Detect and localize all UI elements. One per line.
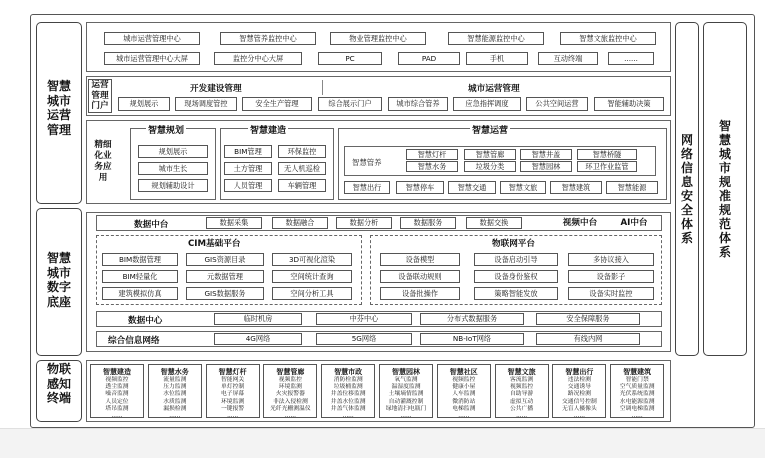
sensor-item: 温湿度监测 <box>391 384 421 391</box>
dcenter-item-2: 分布式数据服务 <box>420 313 524 325</box>
operation-bottom-0: 智慧出行 <box>344 181 390 194</box>
sensor-item: 透尘监测 <box>105 384 129 391</box>
planning-item-1: 城市生长 <box>138 162 208 175</box>
sensor-item: 智能门禁 <box>625 377 649 383</box>
construction-item-4: 人员管理 <box>224 179 272 192</box>
iot-cell-7: 策略智能发放 <box>474 287 558 300</box>
sensor-item: 非法入侵检测 <box>272 398 308 405</box>
cim-cell-3: BIM轻量化 <box>102 270 178 283</box>
network-item-1: 5G网络 <box>316 333 412 345</box>
construction-item-2: 土方管理 <box>224 162 272 175</box>
iot-platform-title: 物联网平台 <box>492 239 535 249</box>
sensor-item: ...... <box>342 413 354 418</box>
top-terminal-6: ...... <box>608 52 654 65</box>
video-platform: 视频中台 <box>556 217 604 229</box>
operation-bottom-5: 智慧能源 <box>606 181 658 194</box>
dcenter-title: 数据中心 <box>128 316 163 326</box>
top-center-0: 城市运营管理中心 <box>104 32 200 45</box>
sensor-item: 井盖位移监测 <box>330 391 366 398</box>
sensor-group-2 <box>206 364 260 418</box>
sensor-item: 环境监测 <box>278 384 302 391</box>
cim-cell-5: 空间统计查询 <box>272 270 352 283</box>
iot-cell-5: 设备影子 <box>568 270 654 283</box>
portal-item-7: 智能辅助决策 <box>594 97 664 111</box>
sensor-group-4 <box>321 364 375 418</box>
sensor-item: ...... <box>400 413 412 418</box>
sensor-item: 电子屏幕 <box>220 391 245 398</box>
refined-label: 精细化业务应用 <box>94 140 112 183</box>
sensor-item: 交通诱导 <box>567 384 591 391</box>
sensor-item: 微消防站 <box>452 398 476 405</box>
operation-bottom-3: 智慧文旅 <box>500 181 546 194</box>
network-item-0: 4G网络 <box>214 333 302 345</box>
sensor-item: 人车监测 <box>452 391 476 398</box>
sensor-group-7 <box>495 364 549 418</box>
portal-item-0: 规划展示 <box>118 97 170 111</box>
top-terminal-5: 互动终端 <box>538 52 598 65</box>
cim-cell-4: 元数据管理 <box>186 270 264 283</box>
sensor-item: 水电能源监测 <box>619 398 655 405</box>
sensor-title: 智慧建筑 <box>623 368 652 376</box>
cim-cell-6: 建筑模拟仿真 <box>102 287 178 300</box>
sensor-item: ...... <box>516 413 528 418</box>
sensor-item: 绿地清扫电瓶门 <box>385 405 427 412</box>
planning-item-2: 规划辅助设计 <box>138 179 208 192</box>
dataplatform-item-4: 数据交换 <box>466 217 522 229</box>
operation-bottom-1: 智慧停车 <box>396 181 444 194</box>
layer-ops-label: 智慧城市运营管理 <box>46 79 71 137</box>
sensor-item: ...... <box>458 413 470 418</box>
sensor-title: 智慧园林 <box>392 368 420 376</box>
operation-item-4: 智慧水务 <box>406 161 458 172</box>
network-item-3: 有线内网 <box>536 333 640 345</box>
sensor-item: 光纤光栅测温仪 <box>270 405 311 412</box>
dcenter-item-3: 安全保障服务 <box>536 313 640 325</box>
sensor-item: 单灯控制 <box>220 384 245 391</box>
top-center-4: 智慧文旅监控中心 <box>560 32 656 45</box>
sensor-item: 漏损检测 <box>163 405 187 412</box>
construction-item-3: 无人机巡检 <box>278 162 326 175</box>
sensor-item: 无盲人摄像头 <box>561 405 597 412</box>
top-center-2: 物业管理监控中心 <box>330 32 426 45</box>
top-terminal-4: 手机 <box>466 52 528 65</box>
iot-cell-8: 设备实时监控 <box>568 287 654 300</box>
sensor-item: 环境监测 <box>220 398 245 405</box>
sensor-item: 人员定位 <box>105 398 129 405</box>
sensor-item: 流量监测 <box>163 377 187 383</box>
portal-item-2: 安全生产管理 <box>242 97 312 111</box>
sensor-item: 电梯监测 <box>452 405 476 412</box>
cim-cell-1: GIS资源目录 <box>186 253 264 266</box>
sensor-item: 视频监控 <box>509 384 534 391</box>
sensor-item: 氧气监测 <box>394 377 418 383</box>
construction-item-1: 环保监控 <box>278 145 326 158</box>
sensor-item: 交通信号控制 <box>561 398 597 405</box>
iot-cell-2: 多协议接入 <box>568 253 654 266</box>
security-column-label: 网络信息安全体系 <box>680 133 693 245</box>
sensor-item: 井盖水位监测 <box>330 398 366 405</box>
sensor-group-1 <box>148 364 202 418</box>
sensor-group-6 <box>437 364 491 418</box>
sensor-item: 空调电梯监测 <box>619 405 655 412</box>
construction-item-0: BIM管理 <box>224 145 272 158</box>
sensor-item: ...... <box>284 413 296 418</box>
dataplatform-item-1: 数据融合 <box>272 217 328 229</box>
sensor-item: ...... <box>631 413 643 418</box>
operation-item-6: 智慧园林 <box>520 161 572 172</box>
portal-city-title: 城市运营管理 <box>468 84 520 94</box>
sensor-item: 健康小屋 <box>452 384 476 391</box>
portal-item-3: 综合展示门户 <box>318 97 382 111</box>
sensor-item: 视频监控 <box>105 377 129 383</box>
layer-twin-label: 智慧城市数字底座 <box>46 251 71 309</box>
sensor-title: 智慧出行 <box>565 368 594 376</box>
sensor-title: 智慧市政 <box>334 368 363 376</box>
sensor-item: 水质监测 <box>163 398 187 405</box>
sensor-title: 智慧建造 <box>103 368 131 376</box>
sensor-item: 土壤墒情监测 <box>388 391 424 398</box>
operation-bottom-4: 智慧建筑 <box>550 181 602 194</box>
portal-divider <box>322 80 323 95</box>
dataplatform-item-3: 数据服务 <box>400 217 456 229</box>
sensor-item: 路况检测 <box>567 391 591 398</box>
operation-item-5: 垃圾分类 <box>464 161 516 172</box>
sensor-item: 视频监控 <box>278 377 302 383</box>
portal-label <box>88 79 112 113</box>
sensor-item: 压力监测 <box>163 384 187 391</box>
top-terminal-0: 城市运营管理中心大屏 <box>104 52 200 65</box>
iot-cell-0: 设备模型 <box>380 253 460 266</box>
sensor-item: 智能网关 <box>220 377 245 383</box>
network-item-2: NB-IoT网络 <box>420 333 524 345</box>
dataplatform-item-2: 数据分析 <box>336 217 392 229</box>
sensor-item: 水位监测 <box>163 391 187 398</box>
sensor-item: 虚拟互动 <box>509 398 534 405</box>
sensor-item: 光伏系统监测 <box>619 391 655 398</box>
datacenter-title: 数据中台 <box>134 220 169 230</box>
sensor-item: 噪音监测 <box>105 391 129 398</box>
portal-item-1: 现场调度管控 <box>175 97 237 111</box>
top-terminal-2: PC <box>318 52 382 65</box>
ai-platform: AI中台 <box>610 217 658 229</box>
planning-title: 智慧规划 <box>146 123 186 136</box>
sensor-item: ...... <box>573 413 585 418</box>
portal-dev-title: 开发建设管理 <box>190 84 242 94</box>
planning-item-0: 规划展示 <box>138 145 208 158</box>
sensor-item: 塔吊监测 <box>105 405 129 412</box>
sensor-item: 客流监测 <box>509 377 534 383</box>
operation-bottom-2: 智慧交通 <box>448 181 496 194</box>
sensor-title: 智慧文旅 <box>507 368 536 376</box>
iot-cell-6: 设备批操作 <box>380 287 460 300</box>
construction-item-5: 车辆管理 <box>278 179 326 192</box>
dcenter-item-1: 中芬中心 <box>316 313 412 325</box>
sensor-title: 智慧灯杆 <box>218 368 247 376</box>
sensor-group-3 <box>263 364 317 418</box>
iot-cell-4: 设备身份鉴权 <box>474 270 558 283</box>
top-center-3: 智慧能源监控中心 <box>448 32 544 45</box>
operation-item-7: 环卫作业监管 <box>577 161 637 172</box>
cim-cell-2: 3D可视化渲染 <box>272 253 352 266</box>
portal-item-5: 应急指挥调度 <box>453 97 521 111</box>
iot-cell-3: 设备联动规则 <box>380 270 460 283</box>
standards-column-label: 智慧城市规准规范体系 <box>718 119 731 259</box>
network-title: 综合信息网络 <box>108 336 160 346</box>
sensor-group-9 <box>610 364 664 418</box>
sensor-item: 井盖气体监测 <box>330 405 366 412</box>
sensor-item: ...... <box>111 413 123 418</box>
sensor-title: 智慧水务 <box>160 368 189 376</box>
sensor-title: 智慧管廊 <box>276 368 305 376</box>
operation-item-0: 智慧灯杆 <box>406 149 458 160</box>
top-terminal-3: PAD <box>398 52 460 65</box>
sensor-group-8 <box>552 364 606 418</box>
sensor-item: 自动灌溉控制 <box>388 398 424 405</box>
top-terminal-1: 监控分中心大屏 <box>214 52 302 65</box>
operation-item-2: 智慧井盖 <box>520 149 572 160</box>
dataplatform-item-0: 数据采集 <box>206 217 262 229</box>
guanyang-label: 智慧管养 <box>352 158 382 167</box>
portal-label-text: 运营管理门户 <box>91 80 109 112</box>
sensor-group-5 <box>379 364 433 418</box>
portal-item-4: 城市综合管养 <box>388 97 448 111</box>
sensor-item: 一键报警 <box>220 405 245 412</box>
sensor-item: 公共广播 <box>509 405 534 412</box>
sensor-item: ...... <box>227 413 239 418</box>
sensor-item: 空气质量监测 <box>619 384 655 391</box>
operation-item-1: 智慧管廊 <box>464 149 516 160</box>
operation-item-3: 智慧桥隧 <box>577 149 637 160</box>
construction-title: 智慧建造 <box>248 123 288 136</box>
page-footer-strip <box>0 428 765 458</box>
sensor-title: 智慧社区 <box>449 368 478 376</box>
top-center-1: 智慧管养监控中心 <box>220 32 316 45</box>
cim-cell-7: GIS数据服务 <box>186 287 264 300</box>
cim-cell-8: 空间分析工具 <box>272 287 352 300</box>
sensor-item: 消防栓监测 <box>333 377 363 383</box>
layer-iot-label: 物联感知终端 <box>46 362 71 405</box>
sensor-item: 火灾报警器 <box>275 391 305 398</box>
dcenter-item-0: 临时机房 <box>214 313 302 325</box>
iot-cell-1: 设备启动引导 <box>474 253 558 266</box>
sensor-item: ...... <box>169 413 181 418</box>
cim-title: CIM基础平台 <box>188 239 241 249</box>
sensor-item: 违法检测 <box>567 377 591 383</box>
operation-title: 智慧运营 <box>470 123 510 136</box>
cim-cell-0: BIM数据管理 <box>102 253 178 266</box>
portal-item-6: 公共空间运营 <box>526 97 588 111</box>
sensor-item: 自助导游 <box>509 391 534 398</box>
sensor-item: 视频监控 <box>452 377 476 383</box>
sensor-item: 垃圾桶监测 <box>333 384 363 391</box>
sensor-group-0 <box>90 364 144 418</box>
